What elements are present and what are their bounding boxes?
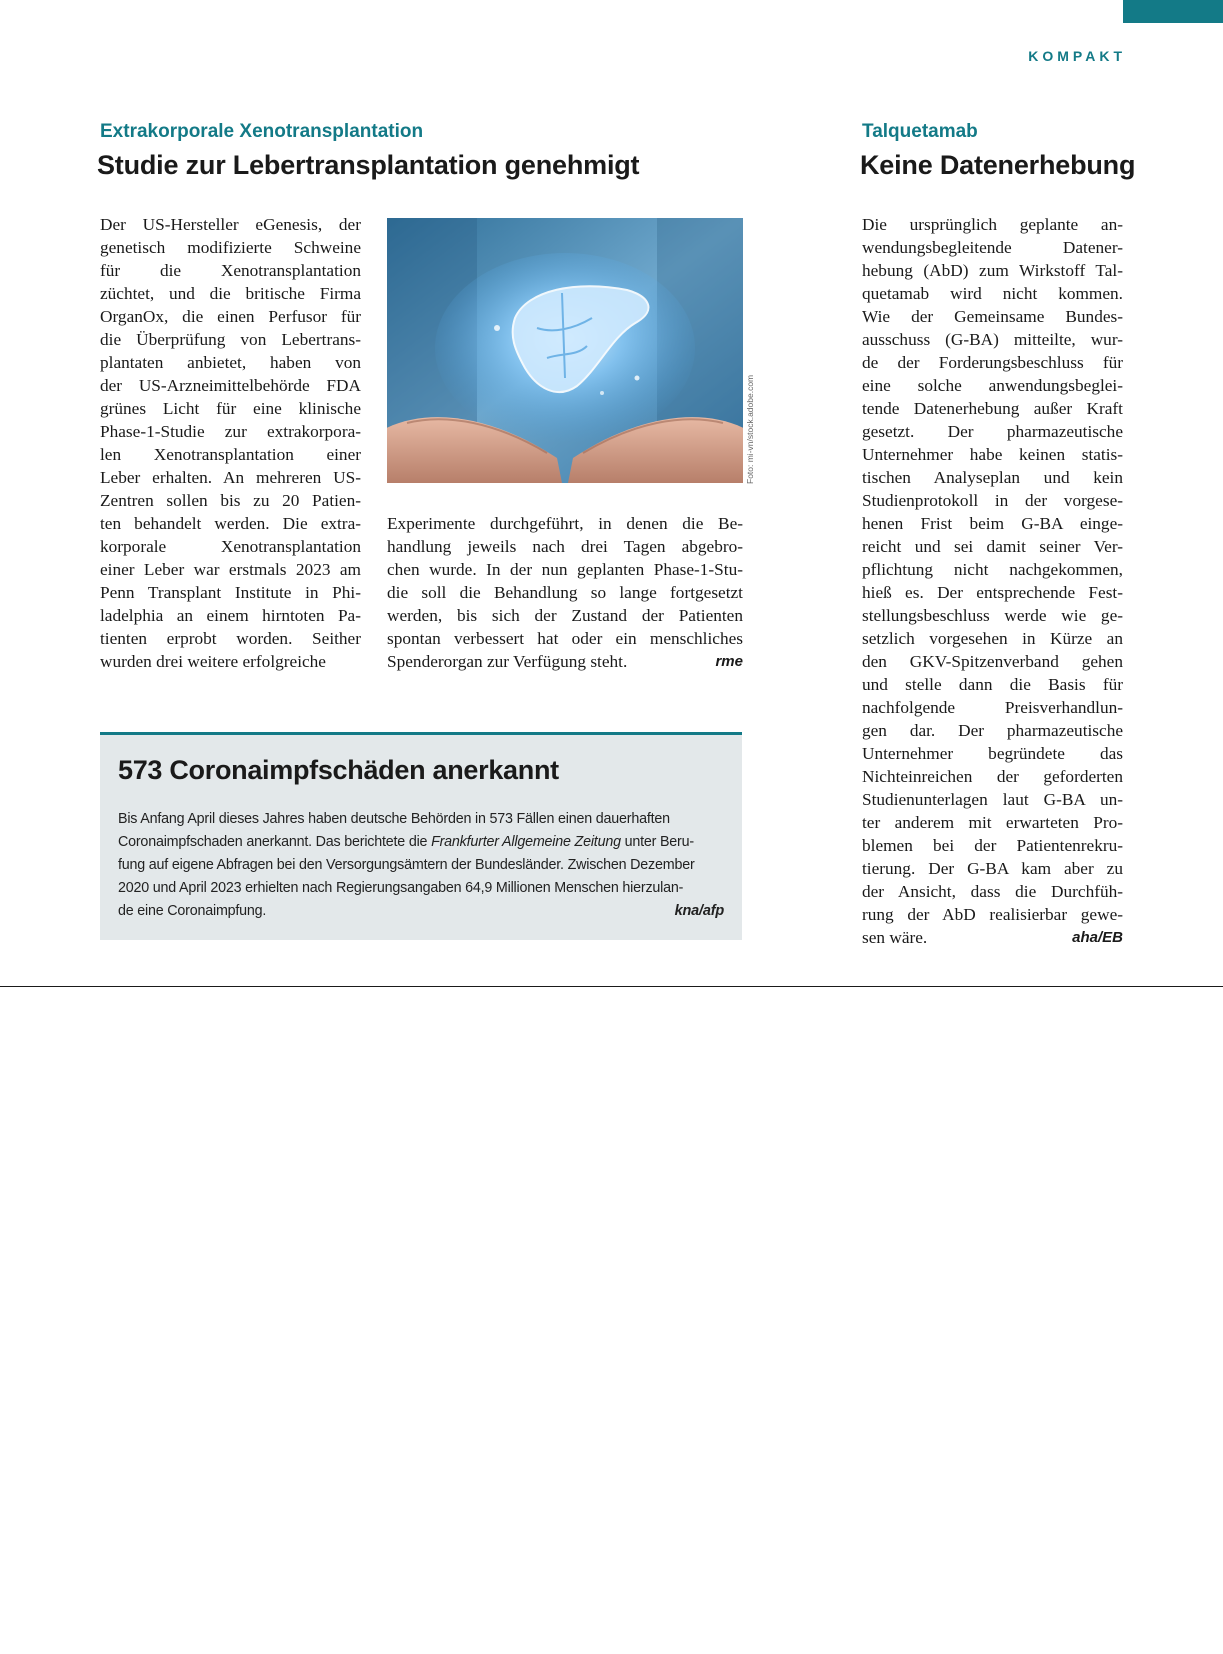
text-line: quetamab wird nicht kommen. <box>862 284 1123 303</box>
section-label: KOMPAKT <box>1028 48 1126 64</box>
text-line: chen wurde. In der nun geplanten Phase-1-Stu- <box>387 560 743 579</box>
text-line: tischen Analyseplan und kein <box>862 468 1123 487</box>
text-line: die soll die Behandlung so lange fortgesetzt <box>387 583 743 602</box>
article-right-column <box>862 213 1123 949</box>
info-box-signature: kna/afp <box>674 903 724 919</box>
text-line: grünes Licht für eine klinische <box>100 399 361 418</box>
text-line: hebung (AbD) zum Wirkstoff Tal- <box>862 261 1123 280</box>
info-box-title: 573 Coronaimpfschäden anerkannt <box>118 755 559 785</box>
text-line: züchtet, und die britische Firma <box>100 284 361 303</box>
article-left-column-1 <box>100 213 361 673</box>
photo-credit: Foto: mi-vn/stock.adobe.com <box>745 374 755 484</box>
text-line: blemen bei der Patientenrekru- <box>862 836 1123 855</box>
text-line: den GKV-Spitzenverband gehen <box>862 652 1123 671</box>
text-line: ter anderem mit erwarteten Pro- <box>862 813 1123 832</box>
text-line: Leber erhalten. An mehreren US- <box>100 468 361 487</box>
text-line: wurden drei weitere erfolgreiche <box>100 652 326 671</box>
text-line: hieß es. Der entsprechende Fest- <box>862 583 1123 602</box>
text-line: setzlich vorgesehen in Kürze an <box>862 629 1123 648</box>
text-line: für die Xenotransplantation <box>100 261 361 280</box>
article-right-kicker: Talquetamab <box>862 121 978 142</box>
text-line: rung der AbD realisierbar gewe- <box>862 905 1123 924</box>
text-line: der US-Arzneimittelbehörde FDA <box>100 376 361 395</box>
text-line: Unternehmer begründete das <box>862 744 1123 763</box>
text-line: genetisch modifizierte Schweine <box>100 238 361 257</box>
bottom-rule <box>0 986 1223 987</box>
article-left-column-2 <box>387 512 743 673</box>
text-line: Spenderorgan zur Verfügung steht. rme <box>387 652 743 671</box>
article-signature: rme <box>715 653 743 670</box>
text-line: ausschuss (G-BA) mitteilte, wur- <box>862 330 1123 349</box>
article-right-headline: Keine Datenerhebung <box>860 150 1136 180</box>
article-left-headline: Studie zur Lebertransplantation genehmigt <box>97 150 640 180</box>
text-line: pflichtung nicht nachgekommen, <box>862 560 1123 579</box>
corner-color-tab <box>1123 0 1223 23</box>
info-box <box>100 732 742 940</box>
text-line: ladelphia an einem hirntoten Pa- <box>100 606 361 625</box>
text-line: und stelle dann die Basis für <box>862 675 1123 694</box>
text-line: eine solche anwendungsbeglei- <box>862 376 1123 395</box>
text-line: wendungsbegleitende Datener- <box>862 238 1123 257</box>
article-left-kicker: Extrakorporale Xenotransplantation <box>100 121 424 142</box>
text-line: gesetzt. Der pharmazeutische <box>862 422 1123 441</box>
text-line: einer Leber war erstmals 2023 am <box>100 560 361 579</box>
text-line: nachfolgende Preisverhandlun- <box>862 698 1123 717</box>
text-line: de der Forderungsbeschluss für <box>862 353 1123 372</box>
text-line: ten behandelt werden. Die extra- <box>100 514 361 533</box>
text-line: korporale Xenotransplantation <box>100 537 361 556</box>
text-line: Phase-1-Studie zur extrakorpora- <box>100 422 361 441</box>
article-signature: aha/EB <box>1072 929 1123 946</box>
text-line: stellungsbeschluss werde wie ge- <box>862 606 1123 625</box>
text-line: plantaten anbietet, haben von <box>100 353 361 372</box>
liver-hands-photo <box>387 218 743 483</box>
text-line: OrganOx, die einen Perfusor für <box>100 307 361 326</box>
text-line: Studienunterlagen laut G-BA un- <box>862 790 1123 809</box>
text-line: Unternehmer habe keinen statis- <box>862 445 1123 464</box>
text-line: Nichteinreichen der geforderten <box>862 767 1123 786</box>
text-line: handlung jeweils nach drei Tagen abgebro- <box>387 537 743 556</box>
text-line: reicht und sei damit seiner Ver- <box>862 537 1123 556</box>
text-line: Zentren sollen bis zu 20 Patien- <box>100 491 361 510</box>
text-line: Der US-Hersteller eGenesis, der <box>100 215 361 234</box>
text-line: Wie der Gemeinsame Bundes- <box>862 307 1123 326</box>
text-line: gen dar. Der pharmazeutische <box>862 721 1123 740</box>
text-line: werden, bis sich der Zustand der Patienten <box>387 606 743 625</box>
info-box-text: Bis Anfang April dieses Jahres haben deutsche Behörden in 573 Fällen einen dauerhaften Coronaimpfschaden anerkannt. Das berichtete die Frankfurter Allgemeine Zeitung unter Beru- fung auf eigene Abfragen bei den Versorgungsämtern der Bundesländer. Zwischen Dezember 2020 und April 2023 erhielten nach Regierungsangaben 64,9 Millionen Menschen hierzulan- de eine Coronaimpfung. kna/afp <box>118 808 724 923</box>
text-line: Die ursprünglich geplante an- <box>862 215 1123 234</box>
text-line: tierung. Der G-BA kam aber zu <box>862 859 1123 878</box>
text-line: Experimente durchgeführt, in denen die Be- <box>387 514 743 533</box>
text-line: len Xenotransplantation einer <box>100 445 361 464</box>
text-line: tienten erprobt worden. Seither <box>100 629 361 648</box>
text-line: Penn Transplant Institute in Phi- <box>100 583 361 602</box>
newspaper-name: Frankfurter Allgemeine Zeitung <box>431 834 621 850</box>
text-line: die Überprüfung von Lebertrans- <box>100 330 361 349</box>
text-line: tende Datenerhebung außer Kraft <box>862 399 1123 418</box>
text-line: spontan verbessert hat oder ein menschliches <box>387 629 743 648</box>
text-line: henen Frist beim G-BA einge- <box>862 514 1123 533</box>
text-line: sen wäre. aha/EB <box>862 928 1123 947</box>
text-line: der Ansicht, dass die Durchfüh- <box>862 882 1123 901</box>
text-line: Studienprotokoll in der vorgese- <box>862 491 1123 510</box>
